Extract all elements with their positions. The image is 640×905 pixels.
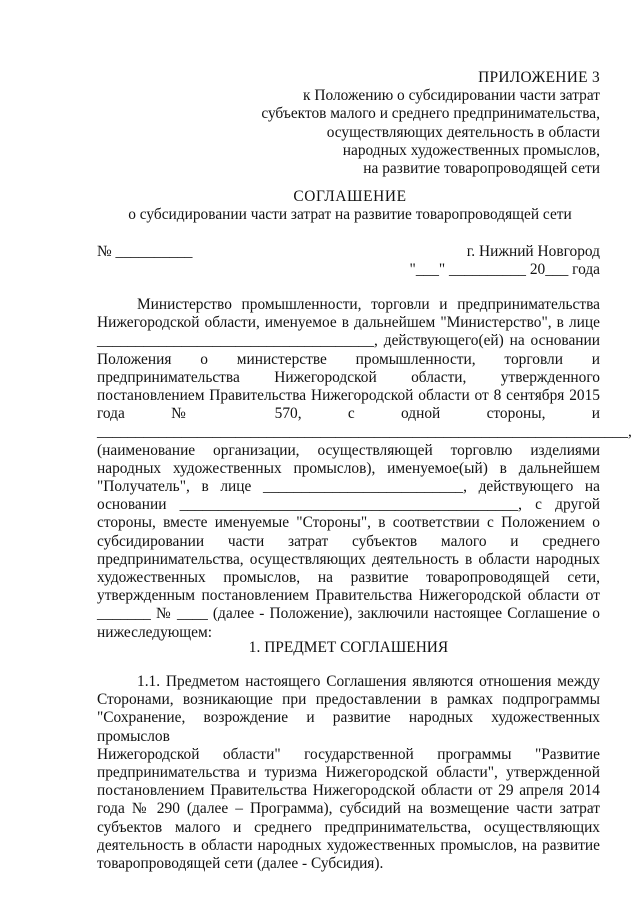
intro-line: Министерство промышленности, торговли и предпринимательства	[137, 296, 600, 313]
agreement-date: "___" __________ 20___ года	[409, 261, 600, 279]
intro-line: "Получатель", в лице __________________________, действующего на	[97, 478, 600, 496]
intro-line: Нижегородской области, именуемое в дальнейшем "Министерство", в лице	[97, 314, 600, 332]
appendix-line: народных художественных промыслов,	[342, 141, 600, 159]
intro-line: субсидировании части затрат субъектов малого и среднего	[97, 532, 600, 550]
section-1-line: товаропроводящей сети (далее - Субсидия).	[97, 855, 384, 873]
intro-line: предпринимательства Нижегородской области, утвержденного	[97, 368, 600, 386]
intro-line: _____________________________________________________________________,	[97, 423, 632, 441]
title-subtitle: о субсидировании части затрат на развитие товаропроводящей сети	[128, 206, 572, 224]
section-1-line: "Сохранение, возрождение и развитие народных художественных промыслов	[97, 709, 600, 745]
intro-line: (наименование организации, осуществляющей торговлю изделиями	[97, 441, 600, 459]
intro-line: утвержденным постановлением Правительства Нижегородской области от	[97, 587, 600, 605]
document-title	[0, 188, 640, 224]
section-1-heading: 1. ПРЕДМЕТ СОГЛАШЕНИЯ	[248, 639, 449, 656]
section-1-line: Нижегородской области" государственной программы "Развитие	[97, 745, 600, 763]
agreement-number: № __________	[97, 243, 193, 260]
intro-line: нижеследующем:	[97, 623, 212, 641]
section-1-line: 1.1. Предметом настоящего Соглашения являются отношения между	[137, 673, 600, 690]
intro-line: ____________________________________, действующего(ей) на основании	[97, 332, 600, 350]
title-main: СОГЛАШЕНИЕ	[293, 188, 407, 205]
section-1-line: предпринимательства и туризма Нижегородской области", утвержденной	[97, 764, 600, 782]
intro-line: народных художественных промыслов), именуемое(ый) в дальнейшем	[97, 459, 600, 477]
section-1-line: постановлением Правительства Нижегородской области от 29 апреля 2014	[97, 782, 600, 800]
appendix-line: осуществляющих деятельность в области	[326, 123, 600, 141]
appendix-line: субъектов малого и среднего предпринимательства,	[261, 105, 600, 123]
appendix-heading: ПРИЛОЖЕНИЕ 3	[478, 69, 600, 86]
intro-line: предпринимательства, осуществляющих деятельность в области народных	[97, 550, 600, 568]
appendix-line: к Положению о субсидировании части затрат	[303, 87, 600, 105]
intro-line: постановлением Правительства Нижегородской области от 8 сентября 2015	[97, 387, 600, 405]
appendix-block	[160, 69, 600, 178]
intro-line: года № 570, с одной стороны, и	[97, 405, 600, 423]
agreement-city: г. Нижний Новгород	[466, 243, 600, 260]
section-1-line: года № 290 (далее – Программа), субсидий на возмещение части затрат	[97, 800, 600, 818]
intro-line: стороны, вместе именуемые "Стороны", в соответствии с Положением о	[97, 514, 600, 532]
section-1-line: субъектов малого и среднего предпринимательства, осуществляющих	[97, 818, 600, 836]
section-1-line: деятельность в области народных художественных промыслов, на развитие	[97, 836, 600, 854]
intro-line: _______ № ____ (далее - Положение), заключили настоящее Соглашение о	[97, 605, 600, 623]
intro-line: художественных промыслов, на развитие товаропроводящей сети,	[97, 569, 600, 587]
intro-paragraph	[97, 296, 632, 642]
section-1-line: Сторонами, возникающие при предоставлении в рамках подпрограммы	[97, 691, 600, 709]
appendix-line: на развитие товаропроводящей сети	[363, 160, 600, 178]
section-1-paragraph	[97, 673, 600, 873]
intro-line: Положения о министерстве промышленности, торговли и	[97, 350, 600, 368]
agreement-meta	[97, 243, 600, 279]
intro-line: основании ____________________________________________, с другой	[97, 496, 600, 514]
